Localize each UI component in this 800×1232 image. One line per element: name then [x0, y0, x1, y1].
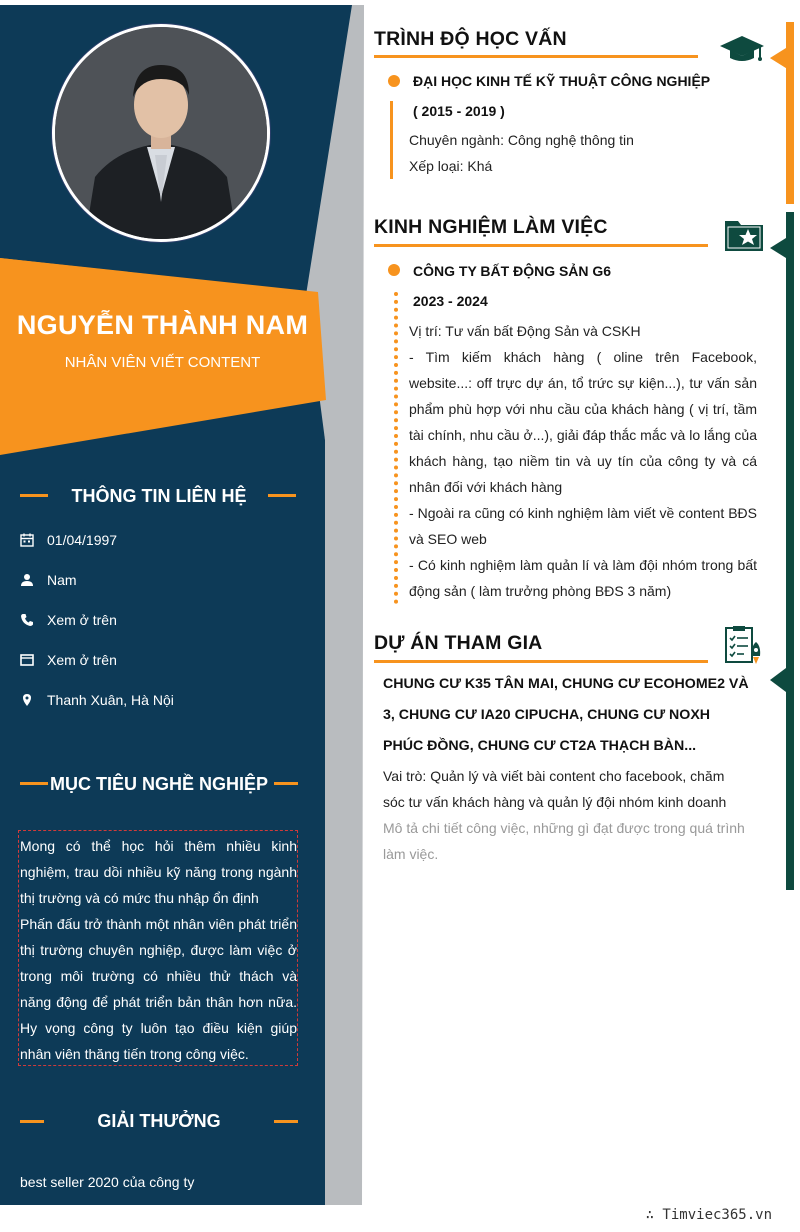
email-icon [20, 653, 34, 667]
location-icon [20, 693, 34, 707]
gender-value: Nam [47, 572, 77, 588]
divider-dash [274, 1120, 298, 1123]
address-value: Thanh Xuân, Hà Nội [47, 692, 174, 708]
projects-title: DỰ ÁN THAM GIA [374, 632, 543, 654]
divider-dash [268, 494, 296, 497]
phone-icon [20, 613, 34, 627]
divider-dash [20, 1120, 44, 1123]
objective-text: Mong có thể học hỏi thêm nhiều kinh nghiệm, trau dồi nhiều kỹ năng trong ngành thị trường và có mức thu nhập ổn định Phấn đấu trở thành một nhân viên phát triển thị trường chuyên nghiệp, được làm việc ở trong môi trường có nhiều thử thách và năng động để phát triển bản thân hơn nữa. Hy vọng công ty luôn tạo điều kiện giúp nhân viên thăng tiến trong công việc. [20, 838, 297, 1062]
bullet-dot [388, 75, 400, 87]
experience-title: KINH NGHIỆM LÀM VIỆC [374, 216, 608, 238]
star-folder-icon [722, 215, 766, 255]
graduation-cap-icon [720, 28, 764, 68]
timeline-dotted-line [394, 292, 398, 604]
contact-title: THÔNG TIN LIÊN HỆ [71, 486, 247, 506]
footer-brand: ∴ Timviec365.vn [645, 1207, 772, 1223]
school-major: Chuyên ngành: Công nghệ thông tin [409, 132, 634, 148]
school-name: ĐẠI HỌC KINH TẾ KỸ THUẬT CÔNG NGHIỆP [413, 73, 711, 89]
section-underline [374, 660, 708, 663]
school-grade: Xếp loại: Khá [409, 158, 493, 174]
project-role: Vai trò: Quản lý và viết bài content cho facebook, chăm sóc tư vấn khách hàng và quản lý đội nhóm kinh doanh [383, 768, 727, 810]
contact-email [20, 649, 117, 671]
school-period: ( 2015 - 2019 ) [413, 103, 505, 119]
timeline-line [390, 101, 393, 179]
person-photo-icon [55, 27, 267, 239]
email-value: Xem ở trên [47, 652, 117, 668]
phone-value: Xem ở trên [47, 612, 117, 628]
birthday-value: 01/04/1997 [47, 532, 118, 548]
divider-dash [274, 782, 298, 785]
candidate-name: NGUYỄN THÀNH NAM [16, 310, 309, 340]
candidate-position: NHÂN VIÊN VIẾT CONTENT [64, 354, 261, 371]
awards-title: GIẢI THƯỞNG [97, 1111, 221, 1131]
education-title: TRÌNH ĐỘ HỌC VẤN [374, 28, 567, 50]
objective-title: MỤC TIÊU NGHỀ NGHIỆP [50, 774, 269, 794]
section-underline [374, 55, 698, 58]
avatar [52, 24, 270, 242]
contact-birthday [20, 529, 117, 551]
contact-address [20, 689, 174, 711]
work-period: 2023 - 2024 [413, 293, 488, 309]
award-text: best seller 2020 của công ty [20, 1174, 195, 1190]
contact-gender [20, 569, 77, 591]
section-underline [374, 244, 708, 247]
calendar-icon [20, 533, 34, 547]
contact-phone [20, 609, 117, 631]
user-icon [20, 573, 34, 587]
bullet-dot [388, 264, 400, 276]
work-details: Vị trí: Tư vấn bất Động Sản và CSKH - Tìm kiếm khách hàng ( oline trên Facebook, website...: off trực dự án, tổ trức sự kiện...), tư vấn sản phẩm phù hợp với nhu cầu của khách hàng ( vị trí, tầm tài chính, nhu cầu ở...), giải đáp thắc mắc và lo lắng của khách hàng, tạo niềm tin và uy tín của công ty và cá nhân đối với khách hàng - Ngoài ra cũng có kinh nghiệm làm viết về content BĐS và SEO web - Có kinh nghiệm làm quản lí và làm đội nhóm trong bất động sản ( làm trưởng phòng BĐS 3 năm) [409, 323, 757, 599]
divider-dash [20, 494, 48, 497]
project-description: Mô tả chi tiết công việc, những gì đạt được trong quá trình làm việc. [383, 820, 745, 862]
project-name: CHUNG CƯ K35 TÂN MAI, CHUNG CƯ ECOHOME2 VÀ 3, CHUNG CƯ IA20 CIPUCHA, CHUNG CƯ NOXH PHÚC ĐỒNG, CHUNG CƯ CT2A THẠCH BÀN... [383, 676, 749, 754]
checklist-rocket-icon [722, 626, 766, 666]
company-name: CÔNG TY BẤT ĐỘNG SẢN G6 [413, 263, 612, 279]
divider-dash [20, 782, 48, 785]
